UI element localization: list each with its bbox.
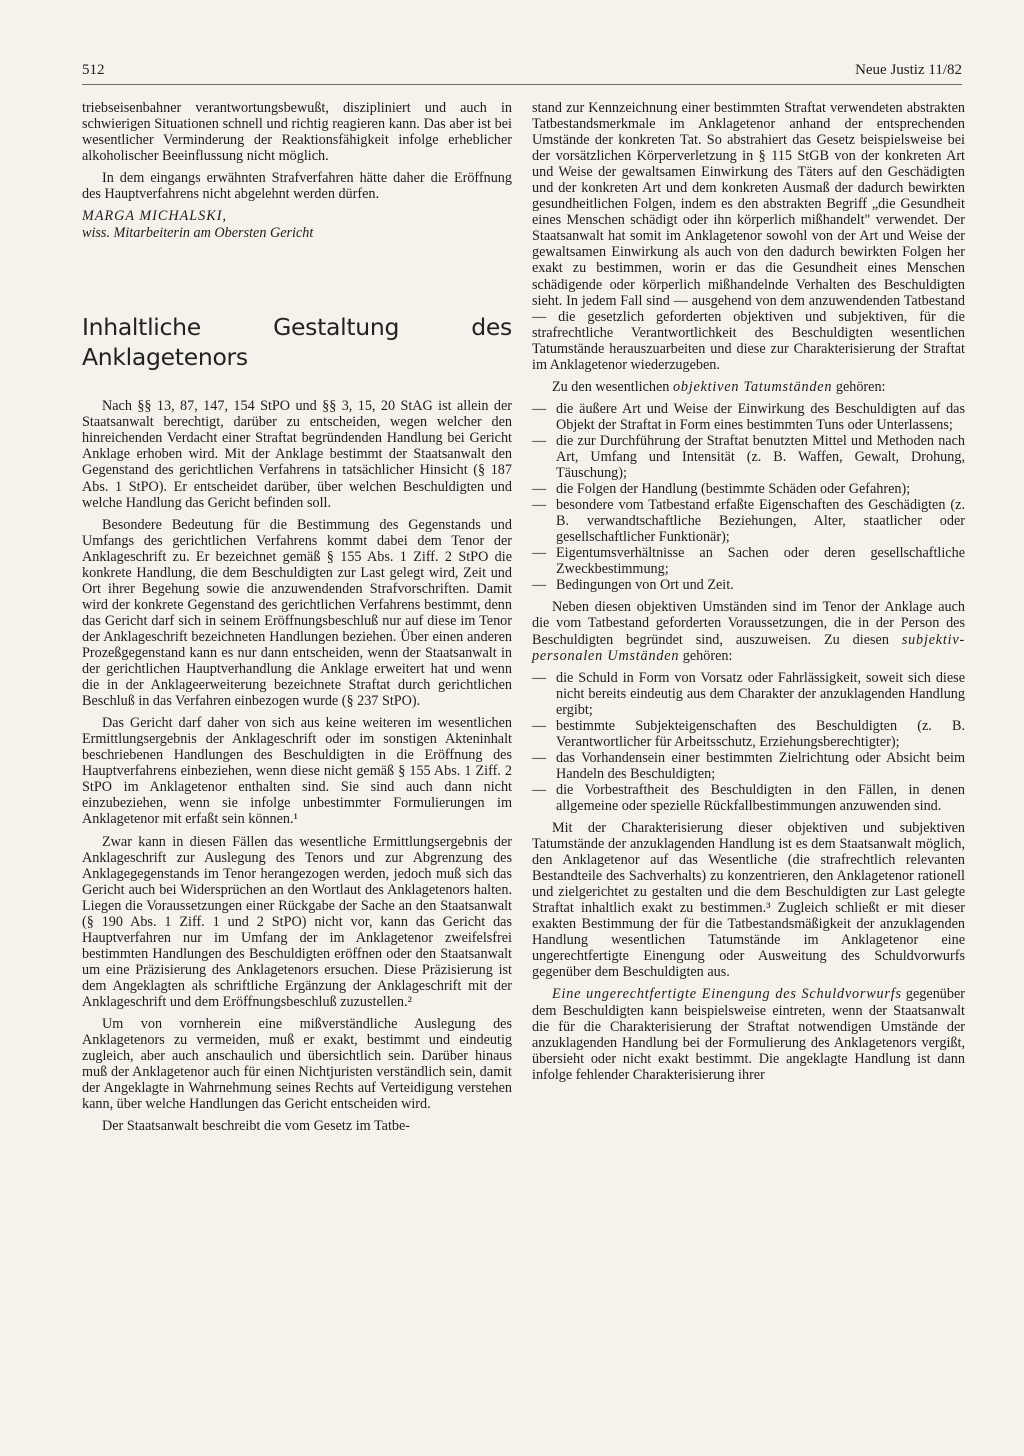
list-item: — die Folgen der Handlung (bestimmte Schäden oder Gefahren); [532,481,965,497]
continuation-paragraph: stand zur Kennzeichnung einer bestimmten Straftat verwendeten abstrakten Tatbestandsmerkmale im Anklagetenor anhand der entsprechenden Umstände der konkreten Tat. So abstrahiert das Gesetz beispielsweise bei der vorsätzlichen Körperverletzung in § 115 StGB von der konkreten Art und Weise der gewaltsamen Einwirkung des Täters auf den Geschädigten und der konkreten Art und dem konkreten Ausmaß der dadurch bewirkten gesundheitlichen Folgen, indem es den abstrakten Begriff „die Gesundheit eines Menschen schädigt oder ihn körperlich mißhandelt" verwendet. Der Staatsanwalt hat somit im Anklagetenor sowohl von der Art und Weise der gewaltsamen Einwirkung als auch von den dadurch bewirkten Folgen her exakt zu bestimmen, worin er das die Gesundheit eines Menschen schädigende oder körperlich mißhandelnde Verhalten des Beschuldigten sieht. In jedem Fall sind — ausgehend von dem anzuwendenden Tatbestand — die gesetzlich geforderten objektiven und subjektiven, für die strafrechtliche Verantwortlichkeit des Beschuldigten wesentlichen Tatumstände herauszuarbeiten und diese zur Charakterisierung der Straftat im Anklagetenor wiederzugeben. [532,100,965,373]
list-item: — Eigentumsverhältnisse an Sachen oder deren gesellschaftliche Zweckbestimmung; [532,545,965,577]
article-paragraph-8 [532,986,965,1082]
article-paragraph-5: Um von vornherein eine mißverständliche Auslegung des Anklagetenors zu vermeiden, muß er exakt, bestimmt und eindeutig zugleich, aber auch anschaulich und übersichtlich sein. Darüber hinaus muß der Anklagetenor auch für einen Nichtjuristen verständlich sein, damit der Angeklagte in Wahrnehmung seines Rechts auf Verteidigung verstehen kann, über welche Handlungen das Gericht entscheiden wird. [82,1016,512,1113]
subjective-list [532,670,965,814]
author-block [82,208,512,242]
article-title: Inhaltliche Gestaltung des Anklagetenors [82,313,512,372]
subjective-intro-text: Neben diesen objektiven Umständen sind im Tenor der Anklage auch die vom Tatbestand geforderten Voraussetzungen, die in der Person des Beschuldigten begründet sind, auszuweisen. Zu diesen [532,599,965,648]
list-item: — bestimmte Subjekteigenschaften des Beschuldigten (z. B. Verantwortlicher für Arbeitsschutz, Erziehungsberechtigter); [532,718,965,750]
list-item: — die zur Durchführung der Straftat benutzten Mittel und Methoden nach Art, Umfang und Intensität (z. B. Waffen, Gewalt, Drohung, Täuschung); [532,433,965,481]
paragraph-8-text: gegenüber dem Beschuldigten kann beispielsweise eintreten, wenn der Staatsanwalt die für die Charakterisierung der Straftat notwendigen Umstände der anzuklagenden Handlung bei der Formulierung des Anklagetenors vergißt, übersieht oder nicht exakt bestimmt. Die angeklagte Handlung ist dann infolge fehlender Charakterisierung ihrer [532,986,965,1083]
journal-issue: Neue Justiz 11/82 [855,62,962,78]
subjective-intro-emphasis: subjektiv-personalen Umständen [532,631,965,664]
list-item: — die äußere Art und Weise der Einwirkung des Beschuldigten auf das Objekt der Straftat in Form eines bestimmten Tuns oder Unterlassens; [532,401,965,433]
intro-paragraph-2: In dem eingangs erwähnten Strafverfahren hätte daher die Eröffnung des Hauptverfahrens nicht abgelehnt werden dürfen. [82,170,512,203]
list-item: — besondere vom Tatbestand erfaßte Eigenschaften des Geschädigten (z. B. verwandtschaftliche Beziehungen, Alter, staatlicher oder gesellschaftlicher Funktionär); [532,497,965,545]
intro-paragraph-1: triebseisenbahner verantwortungsbewußt, diszipliniert und auch in schwierigen Situationen schnell und richtig reagieren kann. Das aber ist bei wesentlicher Verminderung der Reaktionsfähigkeit infolge erheblicher alkoholischer Beeinflussung nicht möglich. [82,100,512,165]
article-paragraph-7: Mit der Charakterisierung dieser objektiven und subjektiven Tatumstände der anzuklagenden Handlung ist es dem Staatsanwalt möglich, den Anklagetenor auf das Wesentliche (die strafrechtlich relevanten Bestandteile des Sachverhalts) zu konzentrieren, den Anklagetenor rationell und zielgerichtet zu gestalten und die dem Beschuldigten zur Last gelegte Straftat inhaltlich exakt zu bestimmen.³ Zugleich schließt er mit dieser exakten Bestimmung der für die Tatbestandsmäßigkeit der anzuklagenden Handlung wesentlichen Tatumstände im Anklagetenor eine ungerechtfertigte Einengung oder Ausweitung des Schuldvorwurfs gegenüber dem Beschuldigten aus. [532,820,965,981]
author-role: wiss. Mitarbeiterin am Obersten Gericht [82,225,314,242]
objective-intro-tail: gehören: [832,378,886,395]
list-item: — die Schuld in Form von Vorsatz oder Fahrlässigkeit, soweit sich diese nicht bereits eindeutig aus dem Charakter der anzuklagenden Handlung ergibt; [532,670,965,718]
list-item: — Bedingungen von Ort und Zeit. [532,577,965,593]
paragraph-8-emphasis: Eine ungerechtfertigte Einengung des Schuldvorwurfs [552,986,902,1003]
right-column [532,100,965,1089]
objective-list [532,401,965,594]
list-item: — das Vorhandensein einer bestimmten Zielrichtung oder Absicht beim Handeln des Beschuldigten; [532,750,965,782]
page-number: 512 [82,62,105,78]
objective-intro-emphasis: objektiven Tatumständen [672,378,833,395]
page-header [82,62,962,85]
article-paragraph-3: Das Gericht darf daher von sich aus keine weiteren im wesentlichen Ermittlungsergebnis der Anklageschrift oder im sonstigen Akteninhalt beschriebenen Handlungen des Beschuldigten in die Eröffnung des Hauptverfahrens einbeziehen, wenn diese nicht gemäß § 155 Abs. 1 Ziff. 2 StPO im Anklagetenor enthalten sind. Sie sind auch dann nicht einzubeziehen, wenn sie infolge unbestimmter Formulierungen im Anklagetenor mit erfaßt sein können.¹ [82,715,512,828]
article-paragraph-6: Der Staatsanwalt beschreibt die vom Gesetz im Tatbe- [102,1118,411,1135]
left-column [82,100,512,1140]
author-name: MARGA MICHALSKI, [82,208,227,225]
subjective-intro-tail: gehören: [679,647,733,664]
list-item: — die Vorbestraftheit des Beschuldigten in den Fällen, in denen allgemeine oder spezielle Rückfallbestimmungen anzuwenden sind. [532,782,965,814]
article-paragraph-4: Zwar kann in diesen Fällen das wesentliche Ermittlungsergebnis der Anklageschrift zur Auslegung des Tenors und zur Abgrenzung des Anklagegegenstands im Tenor herangezogen werden, jedoch muß sich das Gericht auch bei Widersprüchen an den Wortlaut des Anklagetenors halten. Liegen die Voraussetzungen einer Rückgabe der Sache an den Staatsanwalt (§ 190 Abs. 1 Ziff. 1 und 2 StPO) nicht vor, kann das Gericht das Hauptverfahren nur im Umfang der im Anklagetenor zweifelsfrei bestimmten Handlungen des Beschuldigten eröffnen oder den Staatsanwalt um eine Präzisierung des Anklagetenors ersuchen. Diese Präzisierung ist dem Angeklagten als schriftliche Ergänzung der Anklageschrift mit der Anklageschrift und dem Eröffnungsbeschluß zuzustellen.² [82,833,512,1010]
article-paragraph-2: Besondere Bedeutung für die Bestimmung des Gegenstands und Umfangs des gerichtlichen Verfahrens kommt dabei dem Tenor der Anklageschrift zu. Er bezeichnet gemäß § 155 Abs. 1 Ziff. 2 StPO die konkrete Handlung, die dem Beschuldigten zur Last gelegt wird, Zeit und Ort ihrer Begehung sowie die anzuwendenden Strafvorschriften. Damit wird der konkrete Gegenstand des gerichtlichen Verfahrens bestimmt, denn das Gericht darf sich in seinem Eröffnungsbeschluß nur auf diese im Tenor der Anklageschrift bezeichneten Handlungen beziehen. Über einen anderen Prozeßgegenstand kann es nur dann entscheiden, wenn der Staatsanwalt in der gerichtlichen Hauptverhandlung die Anklage erweitert hat und wenn die in der Anklageerweiterung bezeichnete Straftat durch gerichtlichen Beschluß in das Verfahren einbezogen wurde (§ 237 StPO). [82,516,512,710]
subjective-intro [532,599,965,663]
objective-intro [532,379,965,395]
objective-intro-text: Zu den wesentlichen [552,378,673,395]
article-paragraph-1: Nach §§ 13, 87, 147, 154 StPO und §§ 3, 15, 20 StAG ist allein der Staatsanwalt berechtigt, darüber zu entscheiden, wegen welcher den hinreichenden Verdacht einer Straftat begründenden Handlung bei Gericht Anklage erhoben wird. Mit der Anklage bestimmt der Staatsanwalt den Gegenstand des gerichtlichen Verfahrens in tatsächlicher Hinsicht (§ 187 Abs. 1 StPO). Er entscheidet darüber, über welchen Beschuldigten und welche Handlung das Gericht befinden soll. [82,398,512,511]
